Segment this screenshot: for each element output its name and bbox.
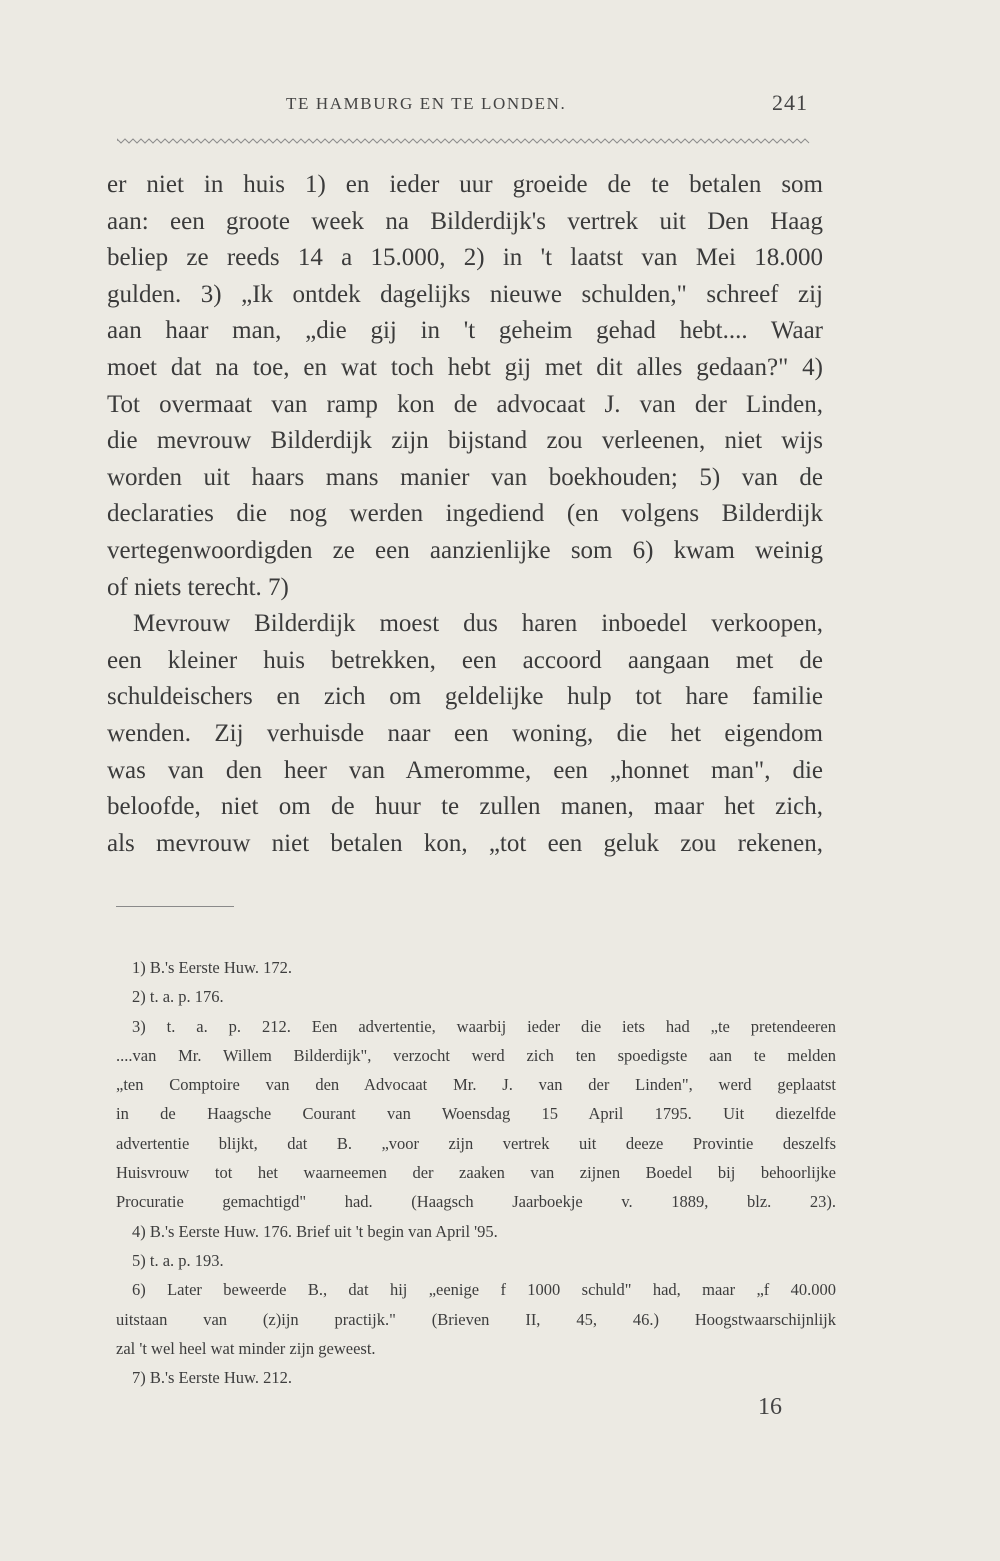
footnote-line: 2) t. a. p. 176.: [132, 987, 224, 1007]
footnote-line: 4) B.'s Eerste Huw. 176. Brief uit 't begin van April '95.: [132, 1221, 498, 1241]
page-number: 241: [772, 90, 808, 115]
body-line: aan: een groote week na Bilderdijk's vertrek uit Den Haag: [107, 207, 823, 235]
footnote-line: 5) t. a. p. 193.: [132, 1250, 224, 1270]
body-line: of niets terecht. 7): [107, 573, 289, 601]
body-line: gulden. 3) „Ik ontdek dagelijks nieuwe schulden," schreef zij: [107, 280, 823, 308]
body-line: worden uit haars mans manier van boekhouden; 5) van de: [107, 463, 823, 491]
body-line: was van den heer van Ameromme, een „honnet man", die: [107, 756, 823, 784]
body-line: als mevrouw niet betalen kon, „tot een geluk zou rekenen,: [107, 829, 823, 857]
footnote-line: ....van Mr. Willem Bilderdijk", verzocht werd zich ten spoedigste aan te melden: [116, 1045, 836, 1065]
body-line: beloofde, niet om de huur te zullen manen, maar het zich,: [107, 793, 823, 821]
body-line: er niet in huis 1) en ieder uur groeide de te betalen som: [107, 171, 823, 198]
body-line: wenden. Zij verhuisde naar een woning, die het eigendom: [107, 719, 823, 747]
footnote-line: Huisvrouw tot het waarneemen der zaaken van zijnen Boedel bij behoorlijke: [116, 1163, 836, 1183]
footnote-line: in de Haagsche Courant van Woensdag 15 April 1795. Uit diezelfde: [116, 1104, 836, 1124]
footnote-line: Procuratie gemachtigd" had. (Haagsch Jaarboekje v. 1889, blz. 23).: [116, 1192, 836, 1212]
footnote-line: 3) t. a. p. 212. Een advertentie, waarbij ieder die iets had „te pretendeeren: [132, 1016, 836, 1036]
body-line: die mevrouw Bilderdijk zijn bijstand zou verleenen, niet wijs: [107, 427, 823, 455]
footnote-line: uitstaan van (z)ijn practijk." (Brieven II, 45, 46.) Hoogstwaarschijnlijk: [116, 1309, 836, 1329]
footnotes: [116, 953, 836, 1392]
body-text: [107, 167, 823, 862]
body-line: vertegenwoordigden ze een aanzienlijke som 6) kwam weinig: [107, 536, 823, 564]
footnote-separator: [116, 906, 234, 907]
body-line: moet dat na toe, en wat toch hebt gij met dit alles gedaan?" 4): [107, 353, 823, 381]
body-line: Mevrouw Bilderdijk moest dus haren inboedel verkoopen,: [133, 610, 823, 638]
signature-mark: 16: [758, 1394, 782, 1420]
body-line: aan haar man, „die gij in 't geheim gehad hebt.... Waar: [107, 317, 823, 345]
footnote-line: advertentie blijkt, dat B. „voor zijn vertrek uit deeze Provintie deszelfs: [116, 1133, 836, 1153]
footnote-line: 7) B.'s Eerste Huw. 212.: [132, 1368, 293, 1388]
body-line: Tot overmaat van ramp kon de advocaat J. van der Linden,: [107, 390, 823, 418]
body-line: een kleiner huis betrekken, een accoord aangaan met de: [107, 646, 823, 674]
body-line: beliep ze reeds 14 a 15.000, 2) in 't laatst van Mei 18.000: [107, 244, 823, 272]
running-head: TE HAMBURG EN TE LONDEN.: [286, 94, 567, 113]
body-line: declaraties die nog werden ingediend (en volgens Bilderdijk: [107, 500, 823, 528]
footnote-line: 1) B.'s Eerste Huw. 172.: [132, 958, 293, 977]
footnote-line: 6) Later beweerde B., dat hij „eenige f 1000 schuld" had, maar „f 40.000: [132, 1280, 836, 1300]
body-line: schuldeischers en zich om geldelijke hulp tot hare familie: [107, 683, 823, 711]
footnote-line: zal 't wel heel wat minder zijn geweest.: [116, 1338, 376, 1358]
wavy-rule-divider: [117, 136, 811, 146]
footnote-line: „ten Comptoire van den Advocaat Mr. J. van der Linden", werd geplaatst: [116, 1075, 836, 1095]
